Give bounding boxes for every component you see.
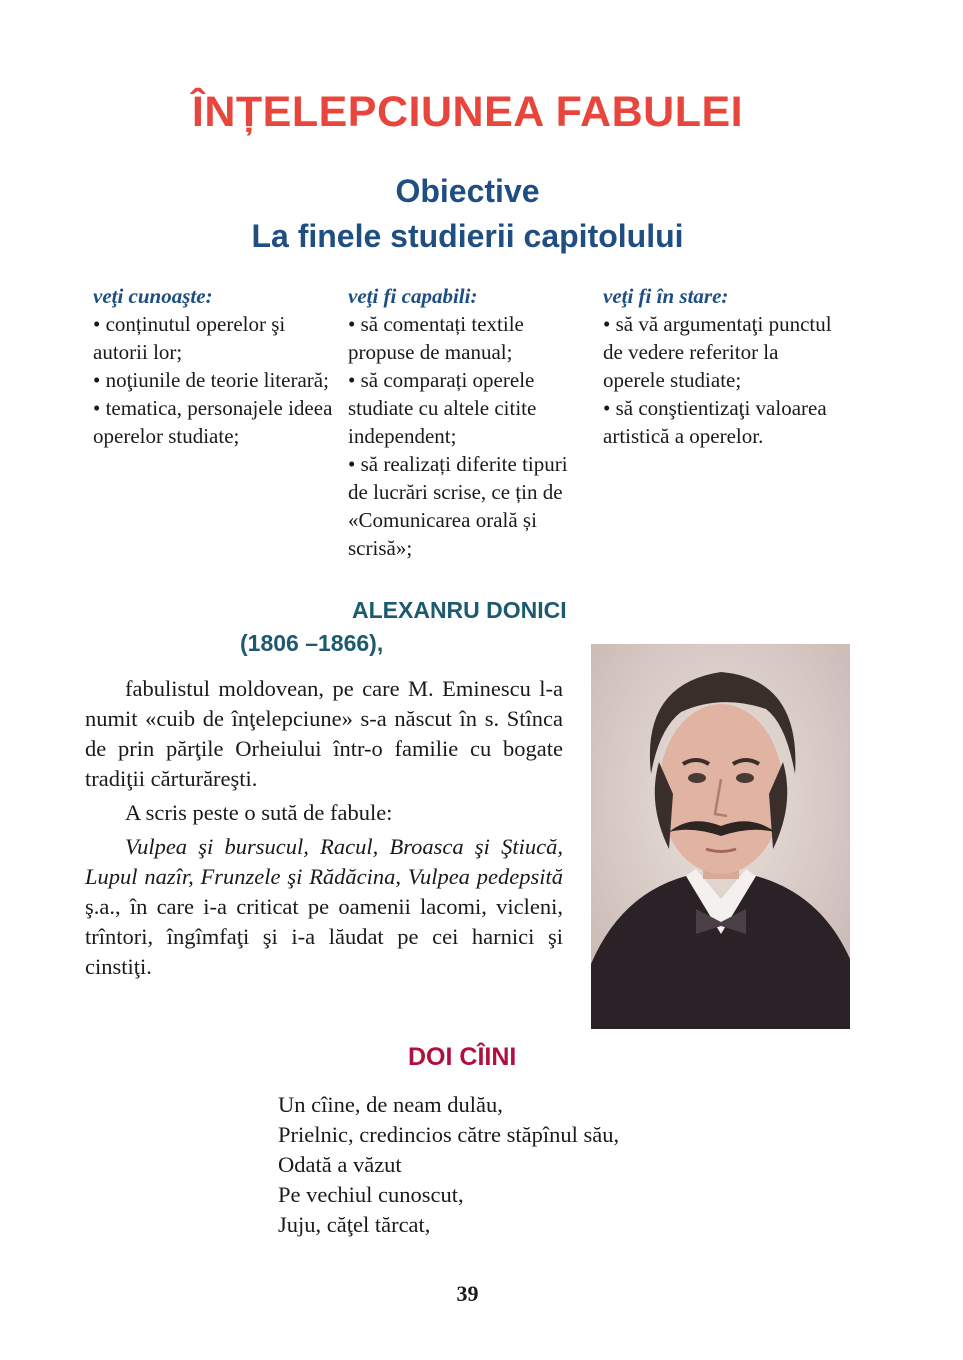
poem-title: DOI CÎINI	[408, 1043, 517, 1071]
column-heading: veţi fi în stare:	[603, 284, 729, 308]
objectives-column-knowledge	[93, 282, 333, 450]
poem-text	[278, 1090, 619, 1240]
list-item: • să vă argumentaţi punctul de vedere referitor la operele studiate;	[603, 312, 832, 392]
page-number: 39	[456, 1281, 479, 1306]
list-item: • noţiunile de teorie literară;	[93, 368, 329, 392]
column-heading: veţi cunoaşte:	[93, 284, 213, 308]
bio-paragraph: A scris peste o sută de fabule:	[125, 800, 393, 825]
bio-paragraph-works	[85, 832, 563, 982]
objectives-column-abilities	[603, 282, 843, 450]
list-item: • să conştientizaţi valoarea artistică a operelor.	[603, 396, 827, 448]
works-list: Vulpea şi bursucul, Racul, Broasca şi Ştiucă, Lupul nazîr, Frunzele şi Rădăcina, Vulpea pedepsită	[85, 834, 563, 889]
author-years: (1806 –1866),	[240, 630, 384, 656]
list-item: • să comparați operele studiate cu altele citite independent;	[348, 368, 537, 448]
objectives-title: Obiective	[395, 173, 540, 209]
column-heading: veţi fi capabili:	[348, 284, 478, 308]
poem-line: Prielnic, credincios către stăpînul său,	[278, 1122, 620, 1147]
works-description: ş.a., în care i-a criticat pe oamenii lacomi, vicleni, trîntori, îngîmfaţi şi i-a lăudat pe cei harnici şi cinstiţi.	[85, 894, 563, 979]
author-name: ALEXANRU DONICI	[352, 597, 567, 623]
list-item: • conținutul operelor şi autorii lor;	[93, 312, 286, 364]
author-biography	[85, 674, 563, 986]
portrait-illustration	[591, 644, 850, 1029]
objectives-subtitle: La finele studierii capitolului	[251, 218, 684, 254]
objectives-column-skills	[348, 282, 588, 562]
list-item: • să realizați diferite tipuri de lucrări scrise, ce țin de «Comunicarea orală și scrisă»;	[348, 452, 568, 560]
poem-line: Odată a văzut	[278, 1152, 402, 1177]
poem-line: Juju, căţel tărcat,	[278, 1212, 431, 1237]
list-item: • tematica, personajele ideea operelor studiate;	[93, 396, 333, 448]
poem-line: Pe vechiul cunoscut,	[278, 1182, 464, 1207]
poem-line: Un cîine, de neam dulău,	[278, 1092, 503, 1117]
author-portrait	[591, 644, 850, 1029]
chapter-title: ÎNȚELEPCIUNEA FABULEI	[191, 88, 744, 136]
bio-paragraph: fabulistul moldovean, pe care M. Eminescu l-a numit «cuib de înţelepciune» s-a născut în s. Stînca de prin părţile Orheiului într-o familie cu bogate tradiţii cărturăreşti.	[85, 676, 563, 791]
list-item: • să comentați textile propuse de manual;	[348, 312, 524, 364]
